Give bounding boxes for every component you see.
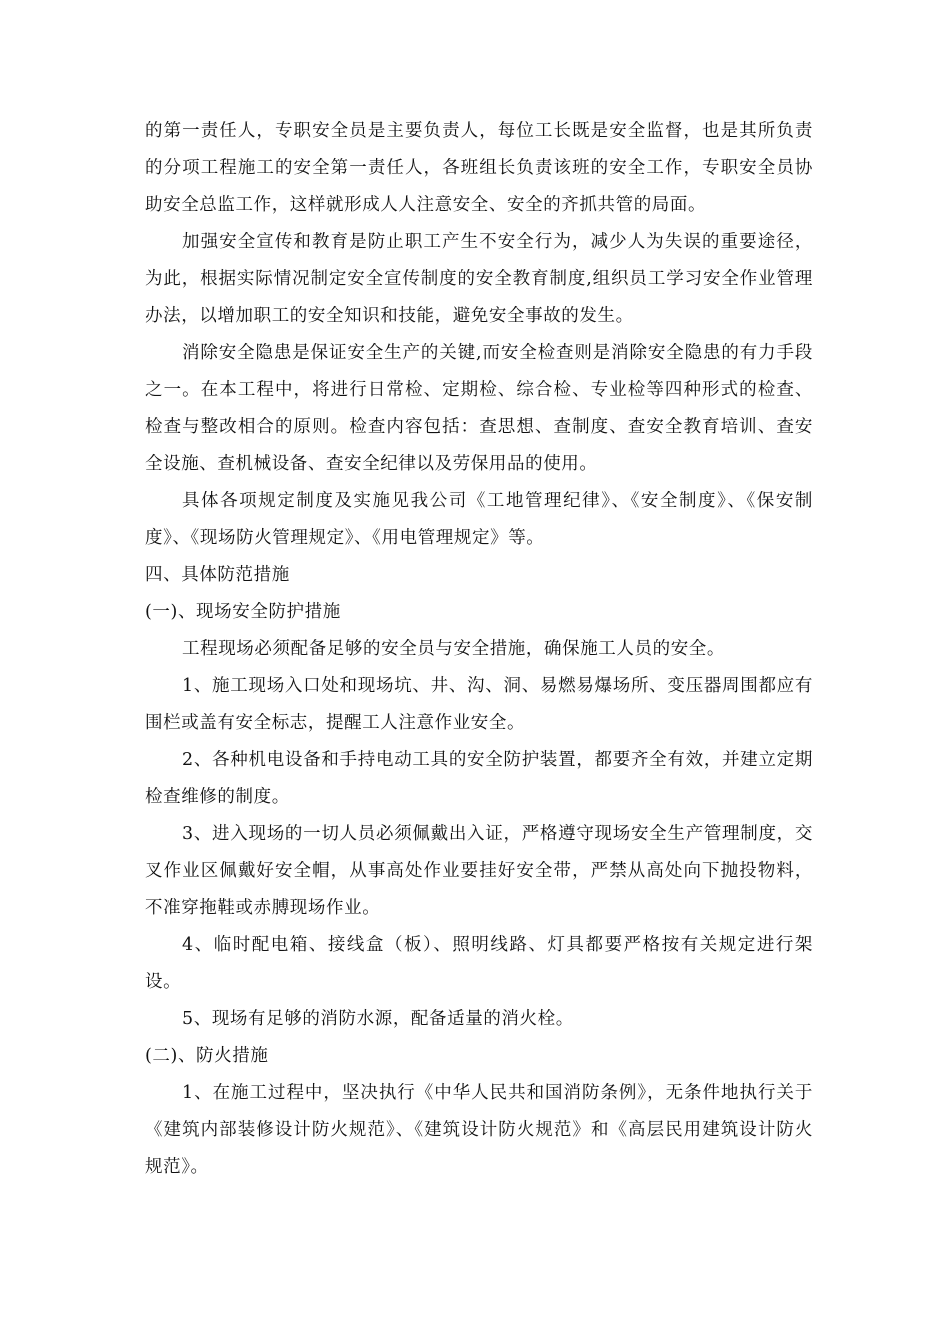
paragraph-safety-inspection: 消除安全隐患是保证安全生产的关键,而安全检查则是消除安全隐患的有力手段之一。在本工程中，将进行日常检、定期检、综合检、专业检等四种形式的检查、检查与整改相合的原则。检查内容包括：查思想、查制度、查安全教育培训、查安全设施、查机械设备、查安全纪律以及劳保用品的使用。 bbox=[145, 343, 813, 474]
fire-list-item-1: 1、在施工过程中，坚决执行《中华人民共和国消防条例》，无条件地执行关于《建筑内部装修设计防火规范》、《建筑设计防火规范》和《高层民用建筑设计防火规范》。 bbox=[145, 1083, 813, 1177]
list-item-4: 4、临时配电箱、接线盒（板）、照明线路、灯具都要严格按有关规定进行架设。 bbox=[145, 935, 813, 992]
paragraph-safety-education: 加强安全宣传和教育是防止职工产生不安全行为，减少人为失误的重要途径，为此，根据实际情况制定安全宣传制度的安全教育制度,组织员工学习安全作业管理办法，以增加职工的安全知识和技能，避免安全事故的发生。 bbox=[145, 232, 813, 326]
subsection-heading-fire-prevention: (二)、防火措施 bbox=[145, 1046, 269, 1066]
list-item-5: 5、现场有足够的消防水源，配备适量的消火栓。 bbox=[182, 1009, 574, 1029]
subsection-heading-site-protection: (一)、现场安全防护措施 bbox=[145, 602, 341, 622]
paragraph-regulations: 具体各项规定制度及实施见我公司《工地管理纪律》、《安全制度》、《保安制度》、《现场防火管理规定》、《用电管理规定》等。 bbox=[145, 491, 813, 548]
list-item-3: 3、进入现场的一切人员必须佩戴出入证，严格遵守现场安全生产管理制度，交叉作业区佩戴好安全帽，从事高处作业要挂好安全带，严禁从高处向下抛投物料，不准穿拖鞋或赤膊现场作业。 bbox=[145, 824, 813, 918]
document-page bbox=[145, 113, 813, 1186]
paragraph-responsibility: 的第一责任人，专职安全员是主要负责人，每位工长既是安全监督，也是其所负责的分项工程施工的安全第一责任人，各班组长负责该班的安全工作，专职安全员协助安全总监工作，这样就形成人人注意安全、安全的齐抓共管的局面。 bbox=[145, 121, 813, 215]
paragraph-site-staffing: 工程现场必须配备足够的安全员与安全措施，确保施工人员的安全。 bbox=[182, 639, 725, 659]
list-item-1: 1、施工现场入口处和现场坑、井、沟、洞、易燃易爆场所、变压器周围都应有围栏或盖有安全标志，提醒工人注意作业安全。 bbox=[145, 676, 813, 733]
section-heading-prevention: 四、具体防范措施 bbox=[145, 565, 290, 585]
list-item-2: 2、各种机电设备和手持电动工具的安全防护装置，都要齐全有效，并建立定期检查维修的制度。 bbox=[145, 750, 813, 807]
